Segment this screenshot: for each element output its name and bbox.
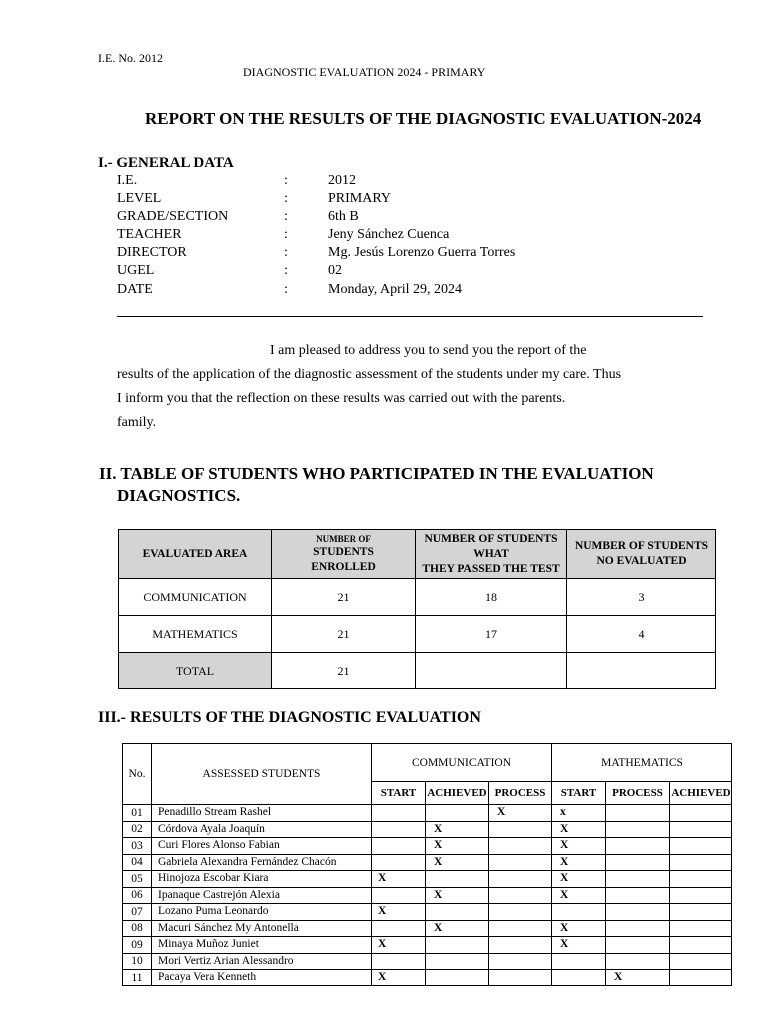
result-mark-cell [669, 969, 732, 986]
general-data-label: I.E. [117, 173, 138, 188]
general-data-label: DIRECTOR [117, 245, 187, 260]
result-mark-cell [605, 804, 669, 821]
row-passed: 18 [415, 578, 566, 615]
header-comm-start: START [371, 781, 425, 804]
result-mark-cell: X [371, 870, 425, 887]
result-mark-cell [488, 854, 551, 871]
general-data-colon: : [284, 245, 288, 260]
student-number: 01 [122, 804, 151, 821]
result-mark-cell [605, 887, 669, 904]
school-code: I.E. No. 2012 [98, 51, 163, 65]
student-number: 07 [122, 903, 151, 920]
divider [117, 316, 703, 317]
general-data-colon: : [284, 227, 288, 242]
general-data-value: 02 [328, 263, 342, 278]
student-name: Pacaya Vera Kenneth [151, 969, 371, 986]
student-number: 10 [122, 953, 151, 970]
result-mark-cell: X [551, 854, 605, 871]
result-mark-cell [605, 854, 669, 871]
result-mark-cell [425, 870, 488, 887]
student-name: Hinojoza Escobar Kiara [151, 870, 371, 887]
result-mark-cell [551, 903, 605, 920]
result-mark-cell [605, 953, 669, 970]
student-number: 03 [122, 837, 151, 854]
header-assessed-students: ASSESSED STUDENTS [151, 743, 371, 804]
total-enrolled: 21 [271, 652, 415, 689]
result-mark-cell [605, 837, 669, 854]
result-mark-cell [371, 804, 425, 821]
student-name: Mori Vertiz Arian Alessandro [151, 953, 371, 970]
header-students-passed [415, 529, 566, 578]
result-mark-cell: X [551, 936, 605, 953]
general-data-label: LEVEL [117, 191, 162, 206]
general-data-value: PRIMARY [328, 191, 392, 206]
general-data-colon: : [284, 173, 288, 188]
general-data-label: GRADE/SECTION [117, 209, 229, 224]
student-name: Lozano Puma Leonardo [151, 903, 371, 920]
result-mark-cell: X [488, 804, 551, 821]
result-mark-cell [425, 969, 488, 986]
student-name: Macuri Sánchez My Antonella [151, 920, 371, 937]
result-mark-cell [371, 837, 425, 854]
result-mark-cell [425, 804, 488, 821]
result-mark-cell [669, 837, 732, 854]
row-enrolled: 21 [271, 615, 415, 652]
result-mark-cell: X [551, 837, 605, 854]
student-number: 04 [122, 854, 151, 871]
result-mark-cell [488, 837, 551, 854]
row-enrolled: 21 [271, 578, 415, 615]
student-number: 05 [122, 870, 151, 887]
intro-line-1: I am pleased to address you to send you the report of the [270, 343, 587, 358]
result-mark-cell: X [371, 936, 425, 953]
general-data-colon: : [284, 263, 288, 278]
result-mark-cell [605, 920, 669, 937]
result-mark-cell [488, 870, 551, 887]
general-data-label: UGEL [117, 263, 155, 278]
intro-line-3: I inform you that the reflection on these results was carried out with the parents. [117, 391, 566, 406]
header-comm-process: PROCESS [488, 781, 551, 804]
result-mark-cell [605, 870, 669, 887]
row-not-evaluated: 4 [566, 615, 716, 652]
header-communication: COMMUNICATION [371, 743, 551, 781]
result-mark-cell [669, 821, 732, 838]
header-passed-bottom: THEY PASSED THE TEST [422, 562, 560, 575]
student-number: 02 [122, 821, 151, 838]
student-name: Córdova Ayala Joaquín [151, 821, 371, 838]
student-name: Gabriela Alexandra Fernández Chacón [151, 854, 371, 871]
student-number: 08 [122, 920, 151, 937]
header-comm-achieved: ACHIEVED [425, 781, 488, 804]
result-mark-cell: X [425, 887, 488, 904]
student-number: 06 [122, 887, 151, 904]
row-area: MATHEMATICS [118, 615, 271, 652]
general-data-value: 2012 [328, 173, 356, 188]
result-mark-cell [371, 821, 425, 838]
header-evaluated-area: EVALUATED AREA [118, 529, 271, 578]
row-area: COMMUNICATION [118, 578, 271, 615]
result-mark-cell: X [425, 920, 488, 937]
result-mark-cell [669, 870, 732, 887]
result-mark-cell [669, 887, 732, 904]
result-mark-cell: X [425, 821, 488, 838]
row-passed: 17 [415, 615, 566, 652]
result-mark-cell [371, 854, 425, 871]
result-mark-cell [371, 887, 425, 904]
result-mark-cell [488, 936, 551, 953]
general-data-value: Monday, April 29, 2024 [328, 282, 463, 297]
result-mark-cell: X [551, 821, 605, 838]
general-data-heading: I.- GENERAL DATA [98, 155, 234, 171]
result-mark-cell: X [425, 837, 488, 854]
header-passed-mid: WHAT [473, 547, 509, 560]
intro-line-4: family. [117, 415, 157, 430]
result-mark-cell: x [551, 804, 605, 821]
section2-heading-line1: II. TABLE OF STUDENTS WHO PARTICIPATED IN THE EVALUATION [99, 464, 654, 483]
result-mark-cell [488, 887, 551, 904]
header-math-process: PROCESS [605, 781, 669, 804]
student-name: Curi Flores Alonso Fabian [151, 837, 371, 854]
result-mark-cell [669, 854, 732, 871]
result-mark-cell [669, 804, 732, 821]
student-name: Ipanaque Castrejón Alexia [151, 887, 371, 904]
general-data-colon: : [284, 191, 288, 206]
student-number: 09 [122, 936, 151, 953]
result-mark-cell: X [551, 920, 605, 937]
general-data-value: 6th B [328, 209, 359, 224]
student-number: 11 [122, 969, 151, 986]
result-mark-cell [488, 821, 551, 838]
general-data-value: Mg. Jesús Lorenzo Guerra Torres [328, 245, 516, 260]
general-data-colon: : [284, 209, 288, 224]
document-subtitle: DIAGNOSTIC EVALUATION 2024 - PRIMARY [243, 65, 486, 79]
result-mark-cell: X [551, 887, 605, 904]
result-mark-cell [551, 953, 605, 970]
result-mark-cell [371, 953, 425, 970]
header-number: No. [122, 743, 151, 804]
report-title: REPORT ON THE RESULTS OF THE DIAGNOSTIC EVALUATION-2024 [145, 109, 702, 128]
result-mark-cell [488, 969, 551, 986]
result-mark-cell [551, 969, 605, 986]
result-mark-cell: X [425, 854, 488, 871]
result-mark-cell [605, 903, 669, 920]
general-data-value: Jeny Sánchez Cuenca [328, 227, 450, 242]
result-mark-cell [425, 903, 488, 920]
student-name: Minaya Muñoz Juniet [151, 936, 371, 953]
header-math-achieved: ACHIEVED [669, 781, 732, 804]
general-data-label: DATE [117, 282, 153, 297]
total-passed [415, 652, 566, 689]
result-mark-cell: X [605, 969, 669, 986]
header-math-start: START [551, 781, 605, 804]
result-mark-cell [425, 953, 488, 970]
result-mark-cell [488, 920, 551, 937]
result-mark-cell: X [551, 870, 605, 887]
result-mark-cell [669, 953, 732, 970]
result-mark-cell [669, 903, 732, 920]
result-mark-cell [488, 903, 551, 920]
result-mark-cell [488, 953, 551, 970]
result-mark-cell [425, 936, 488, 953]
header-enrolled-bottom: STUDENTS ENROLLED [311, 546, 376, 573]
result-mark-cell [605, 936, 669, 953]
header-students-enrolled [271, 529, 415, 578]
student-name: Penadillo Stream Rashel [151, 804, 371, 821]
general-data-label: TEACHER [117, 227, 182, 242]
section2-heading-line2: DIAGNOSTICS. [117, 486, 241, 505]
result-mark-cell [605, 821, 669, 838]
header-students-not-evaluated [566, 529, 716, 578]
intro-line-2: results of the application of the diagnostic assessment of the students under my care. Thus [117, 367, 622, 382]
general-data-colon: : [284, 282, 288, 297]
total-not-evaluated [566, 652, 716, 689]
header-passed-top: NUMBER OF STUDENTS [424, 532, 558, 545]
result-mark-cell [669, 920, 732, 937]
header-not-evaluated-text: NUMBER OF STUDENTS NO EVALUATED [574, 540, 709, 567]
header-enrolled-top: NUMBER OF [316, 534, 371, 544]
row-not-evaluated: 3 [566, 578, 716, 615]
result-mark-cell: X [371, 903, 425, 920]
result-mark-cell [669, 936, 732, 953]
section3-heading: III.- RESULTS OF THE DIAGNOSTIC EVALUATION [98, 709, 481, 726]
total-label: TOTAL [118, 652, 271, 689]
header-mathematics: MATHEMATICS [551, 743, 732, 781]
result-mark-cell: X [371, 969, 425, 986]
result-mark-cell [371, 920, 425, 937]
